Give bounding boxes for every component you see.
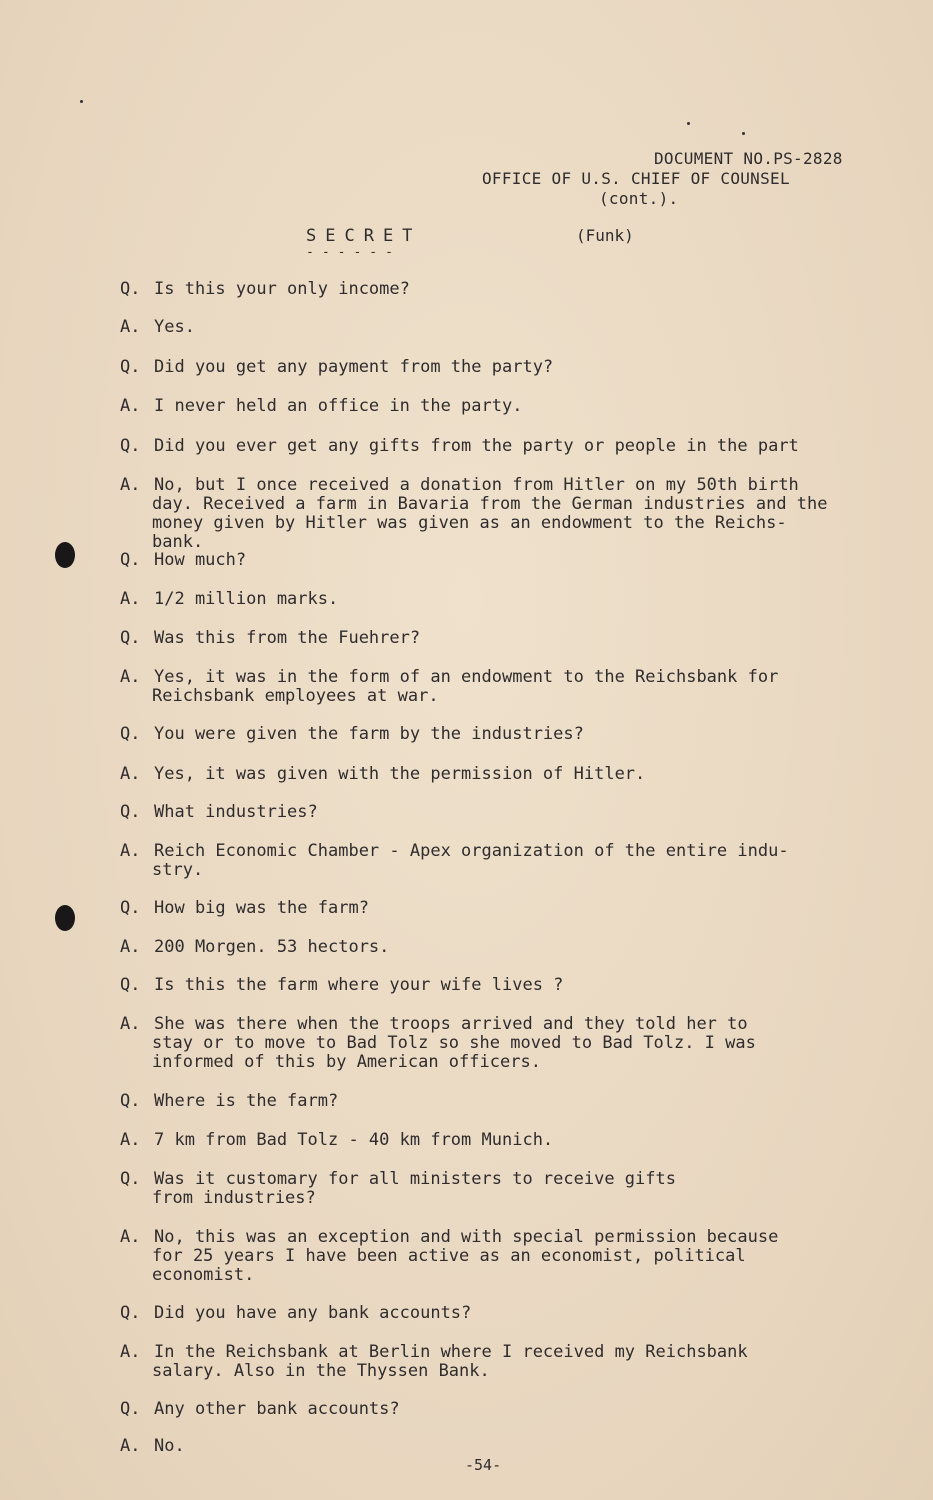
answer-entry: [120, 1131, 900, 1150]
entry-marker: A.: [120, 317, 141, 337]
entry-text: Yes.: [154, 317, 195, 337]
entry-marker: A.: [120, 1014, 141, 1034]
punch-hole: [55, 905, 75, 931]
answer-entry: [120, 590, 900, 609]
entry-marker: Q.: [120, 550, 141, 570]
document-number: DOCUMENT NO.PS-2828: [654, 149, 843, 168]
subject-label: (Funk): [576, 226, 634, 245]
question-entry: [120, 899, 900, 918]
entry-text: day. Received a farm in Bavaria from the German industries and the: [152, 494, 828, 514]
entry-text: 200 Morgen. 53 hectors.: [154, 937, 390, 957]
classification-label: SECRET: [306, 226, 422, 246]
entry-marker: Q.: [120, 898, 141, 918]
entry-text: Is this your only income?: [154, 279, 410, 299]
question-entry: [120, 1170, 900, 1208]
question-entry: [120, 803, 900, 822]
entry-marker: Q.: [120, 1169, 141, 1189]
entry-text: stay or to move to Bad Tolz so she moved to Bad Tolz. I was: [152, 1033, 756, 1053]
entry-marker: A.: [120, 937, 141, 957]
answer-entry: [120, 842, 900, 880]
entry-marker: A.: [120, 1436, 141, 1456]
paper-speck: [80, 100, 83, 103]
entry-text: Yes, it was in the form of an endowment to the Reichsbank for: [154, 667, 779, 687]
question-entry: [120, 1092, 900, 1111]
entry-marker: Q.: [120, 628, 141, 648]
paper-speck: [687, 122, 690, 125]
entry-text: Was this from the Fuehrer?: [154, 628, 421, 648]
question-entry: [120, 551, 900, 570]
entry-text: bank.: [152, 532, 204, 552]
answer-entry: [120, 397, 900, 416]
entry-text: I never held an office in the party.: [154, 396, 523, 416]
entry-marker: Q.: [120, 1399, 141, 1419]
answer-entry: [120, 765, 900, 784]
entry-text: Any other bank accounts?: [154, 1399, 400, 1419]
answer-entry: [120, 668, 900, 706]
entry-text: for 25 years I have been active as an economist, political: [152, 1246, 746, 1266]
answer-entry: [120, 1343, 900, 1381]
question-entry: [120, 280, 900, 299]
entry-marker: A.: [120, 589, 141, 609]
question-entry: [120, 358, 900, 377]
entry-text: No, but I once received a donation from Hitler on my 50th birth: [154, 475, 799, 495]
question-entry: [120, 629, 900, 648]
entry-text: No.: [154, 1436, 185, 1456]
page-number: -54-: [465, 1456, 502, 1474]
entry-marker: Q.: [120, 802, 141, 822]
answer-entry: [120, 1437, 900, 1456]
entry-marker: A.: [120, 1227, 141, 1247]
entry-marker: Q.: [120, 279, 141, 299]
answer-entry: [120, 1228, 900, 1285]
entry-text: You were given the farm by the industries?: [154, 724, 584, 744]
entry-marker: Q.: [120, 724, 141, 744]
entry-text: Yes, it was given with the permission of Hitler.: [154, 764, 646, 784]
entry-marker: A.: [120, 1342, 141, 1362]
punch-hole: [55, 542, 75, 568]
entry-text: Did you get any payment from the party?: [154, 357, 554, 377]
entry-text: Did you ever get any gifts from the party or people in the part: [154, 436, 799, 456]
entry-marker: A.: [120, 396, 141, 416]
entry-text: salary. Also in the Thyssen Bank.: [152, 1361, 490, 1381]
answer-entry: [120, 938, 900, 957]
entry-marker: A.: [120, 764, 141, 784]
entry-text: from industries?: [152, 1188, 316, 1208]
entry-marker: Q.: [120, 357, 141, 377]
classification-underline: ------: [306, 245, 401, 260]
entry-text: She was there when the troops arrived and they told her to: [154, 1014, 748, 1034]
entry-marker: A.: [120, 667, 141, 687]
entry-text: No, this was an exception and with special permission because: [154, 1227, 779, 1247]
question-entry: [120, 437, 900, 456]
office-title: OFFICE OF U.S. CHIEF OF COUNSEL: [482, 169, 790, 188]
continued-label: (cont.).: [599, 189, 679, 208]
entry-text: Is this the farm where your wife lives ?: [154, 975, 564, 995]
entry-text: Reichsbank employees at war.: [152, 686, 439, 706]
entry-marker: Q.: [120, 1303, 141, 1323]
question-entry: [120, 725, 900, 744]
entry-text: Where is the farm?: [154, 1091, 339, 1111]
entry-text: economist.: [152, 1265, 255, 1285]
entry-text: How much?: [154, 550, 247, 570]
question-entry: [120, 976, 900, 995]
entry-text: 1/2 million marks.: [154, 589, 339, 609]
entry-marker: A.: [120, 475, 141, 495]
entry-text: What industries?: [154, 802, 318, 822]
question-entry: [120, 1400, 900, 1419]
entry-marker: A.: [120, 1130, 141, 1150]
entry-text: stry.: [152, 860, 204, 880]
entry-text: Was it customary for all ministers to receive gifts: [154, 1169, 676, 1189]
entry-text: In the Reichsbank at Berlin where I received my Reichsbank: [154, 1342, 748, 1362]
question-entry: [120, 1304, 900, 1323]
entry-marker: Q.: [120, 1091, 141, 1111]
answer-entry: [120, 1015, 900, 1072]
entry-text: 7 km from Bad Tolz - 40 km from Munich.: [154, 1130, 554, 1150]
entry-text: Reich Economic Chamber - Apex organization of the entire indu-: [154, 841, 789, 861]
entry-text: Did you have any bank accounts?: [154, 1303, 472, 1323]
entry-marker: Q.: [120, 436, 141, 456]
answer-entry: [120, 476, 900, 552]
answer-entry: [120, 318, 900, 337]
paper-speck: [742, 132, 745, 135]
entry-marker: A.: [120, 841, 141, 861]
entry-text: informed of this by American officers.: [152, 1052, 541, 1072]
entry-marker: Q.: [120, 975, 141, 995]
entry-text: How big was the farm?: [154, 898, 369, 918]
entry-text: money given by Hitler was given as an endowment to the Reichs-: [152, 513, 787, 533]
